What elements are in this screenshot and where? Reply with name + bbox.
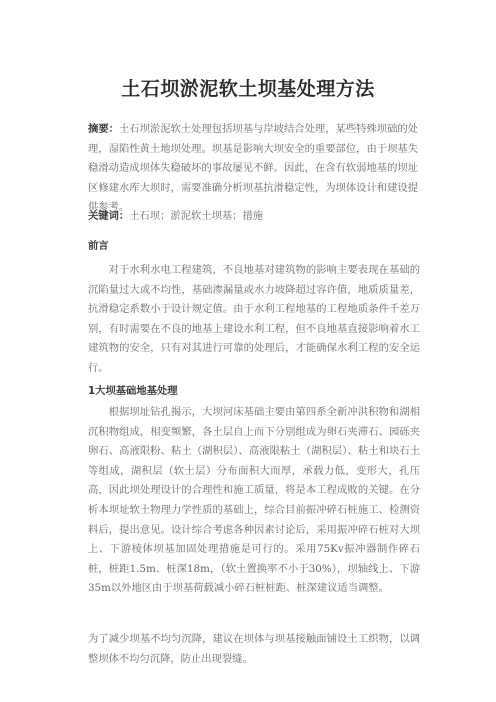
section-1-heading: 1大坝基础地基处理 xyxy=(88,385,178,397)
abstract-text: 土石坝淤泥软土处理包括坝基与岸坡结合处理，某些特殊坝础的处理，湿陷性黄土地坝处理。坝基是影响大坝安全的重要部位，由于坝基失稳滑动造成坝体失稳破坏的事故屡见不鲜。因此，在含有软弱地基的坝址区修建水库大坝时，需要准确分析坝基抗滑稳定性，为坝体设计和建设提供参考。 xyxy=(88,123,419,213)
document-title: 土石坝淤泥软土坝基处理方法 xyxy=(121,78,375,100)
preface-heading: 前言 xyxy=(88,240,109,252)
section-1-paragraph-1: 根据坝址钻孔揭示，大坝河床基础主要由第四系全新冲洪积物和湖相沉积物组成，相变频繁，各土层自上而下分别组成为卵石夹滞石、园砾夹卵石、高液限粉、粘土（湖积层）、高液限粘土（湖积层）、粘土和块石土等组成，湖积层（软土层）分布面积大而厚，承载力低，变形大，孔压高，因此坝处理设计的合理性和施工质量，将是本工程成败的关键。在分析本坝址软土物理力学性质的基础上，综合目前振冲碎石桩施工、检测资料后，提出意见。设计综合考虑各种因素讨论后，采用振冲碎石桩对大坝上、下游棱体坝基加固处理措施是可行的。采用75Kv振冲器制作碎石桩，桩距1.5m、桩深18m，（软土置换率不小于30%），坝轴线上、下游35m以外地区由于坝基荷载减小碎石桩桩距、桩深建议适当调整。 xyxy=(88,406,420,595)
keywords-label: 关键词： xyxy=(88,210,130,222)
preface-paragraph: 对于水利水电工程建筑，不良地基对建筑物的影响主要表现在基础的沉陷量过大或不均性，基础渗漏量或水力坡降超过容许值，地质质量差，抗滑稳定系数小于设计规定值。由于水利工程地基的工程地质条件千差万别，有时需要在不良的地基上建设水利工程，但不良地基直接影响着水工建筑物的安全，只有对其进行可靠的处理后，才能确保水利工程的安全运行。 xyxy=(88,264,420,374)
abstract-label: 摘要： xyxy=(88,123,119,135)
keywords-text: 土石坝；淤泥软土坝基；措施 xyxy=(129,210,264,222)
keywords xyxy=(88,207,418,227)
section-1-paragraph-2: 为了减少坝基不均匀沉降，建议在坝体与坝基接触面铺设土工织物，以调整坝体不均匀沉降，防止出现裂缝。 xyxy=(88,633,420,665)
abstract xyxy=(88,120,418,218)
